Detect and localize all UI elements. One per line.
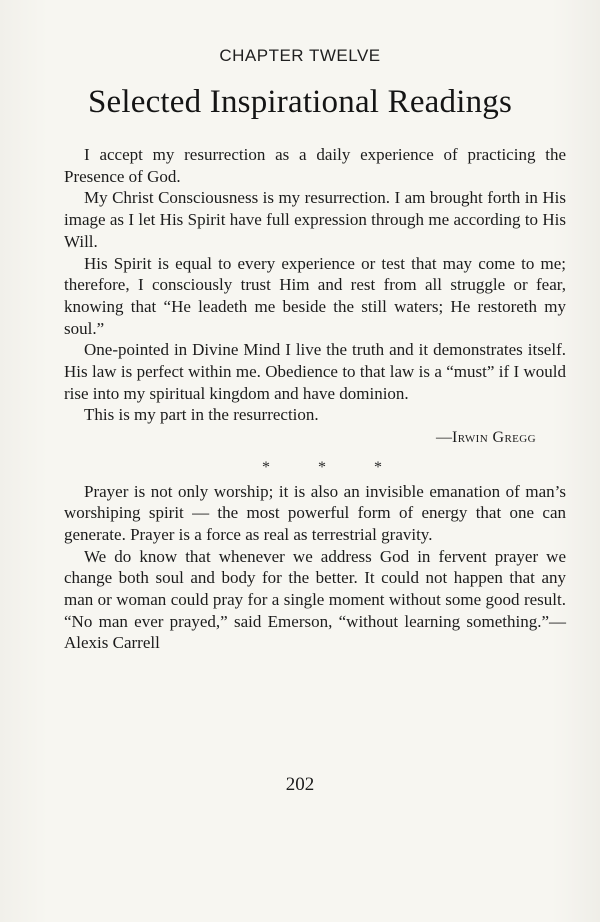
section-separator: * * * xyxy=(262,458,404,476)
attribution-name: Irwin Gregg xyxy=(452,429,536,447)
body-text xyxy=(64,144,566,654)
reading-one-paragraph: His Spirit is equal to every experience or test that may come to me; therefore, I consciously trust Him and rest from all struggle or fear, knowing that “He leadeth me beside the still waters; He restoreth my soul.” xyxy=(64,253,566,338)
reading-one-attribution xyxy=(64,427,566,449)
reading-one-paragraph: One-pointed in Divine Mind I live the truth and it demonstrates itself. His law is perfect within me. Obedience to that law is a “must” if I would rise into my spiritual kingdom and have dominion. xyxy=(64,340,566,403)
reading-one-paragraph: My Christ Consciousness is my resurrection. I am brought forth in His image as I let His Spirit have full expression through me according to His Will. xyxy=(64,188,566,251)
chapter-label: CHAPTER TWELVE xyxy=(219,46,381,65)
reading-one-paragraph: This is my part in the resurrection. xyxy=(84,405,319,425)
reading-one-paragraph: I accept my resurrection as a daily experience of practicing the Presence of God. xyxy=(64,145,566,186)
page-number: 202 xyxy=(285,774,315,795)
reading-two-paragraph: We do know that whenever we address God in fervent prayer we change both soul and body for the better. It could not happen that any man or woman could pray for a single moment without some good result. “No man ever prayed,” said Emerson, “without learning something.”—Alexis Carrell xyxy=(64,546,566,653)
chapter-title: Selected Inspirational Readings xyxy=(87,84,513,120)
reading-two-paragraph: Prayer is not only worship; it is also an invisible emanation of man’s worshiping spirit — the most powerful form of energy that one can generate. Prayer is a force as real as terrestrial gravity. xyxy=(64,481,566,544)
attribution-dash: — xyxy=(436,429,453,447)
